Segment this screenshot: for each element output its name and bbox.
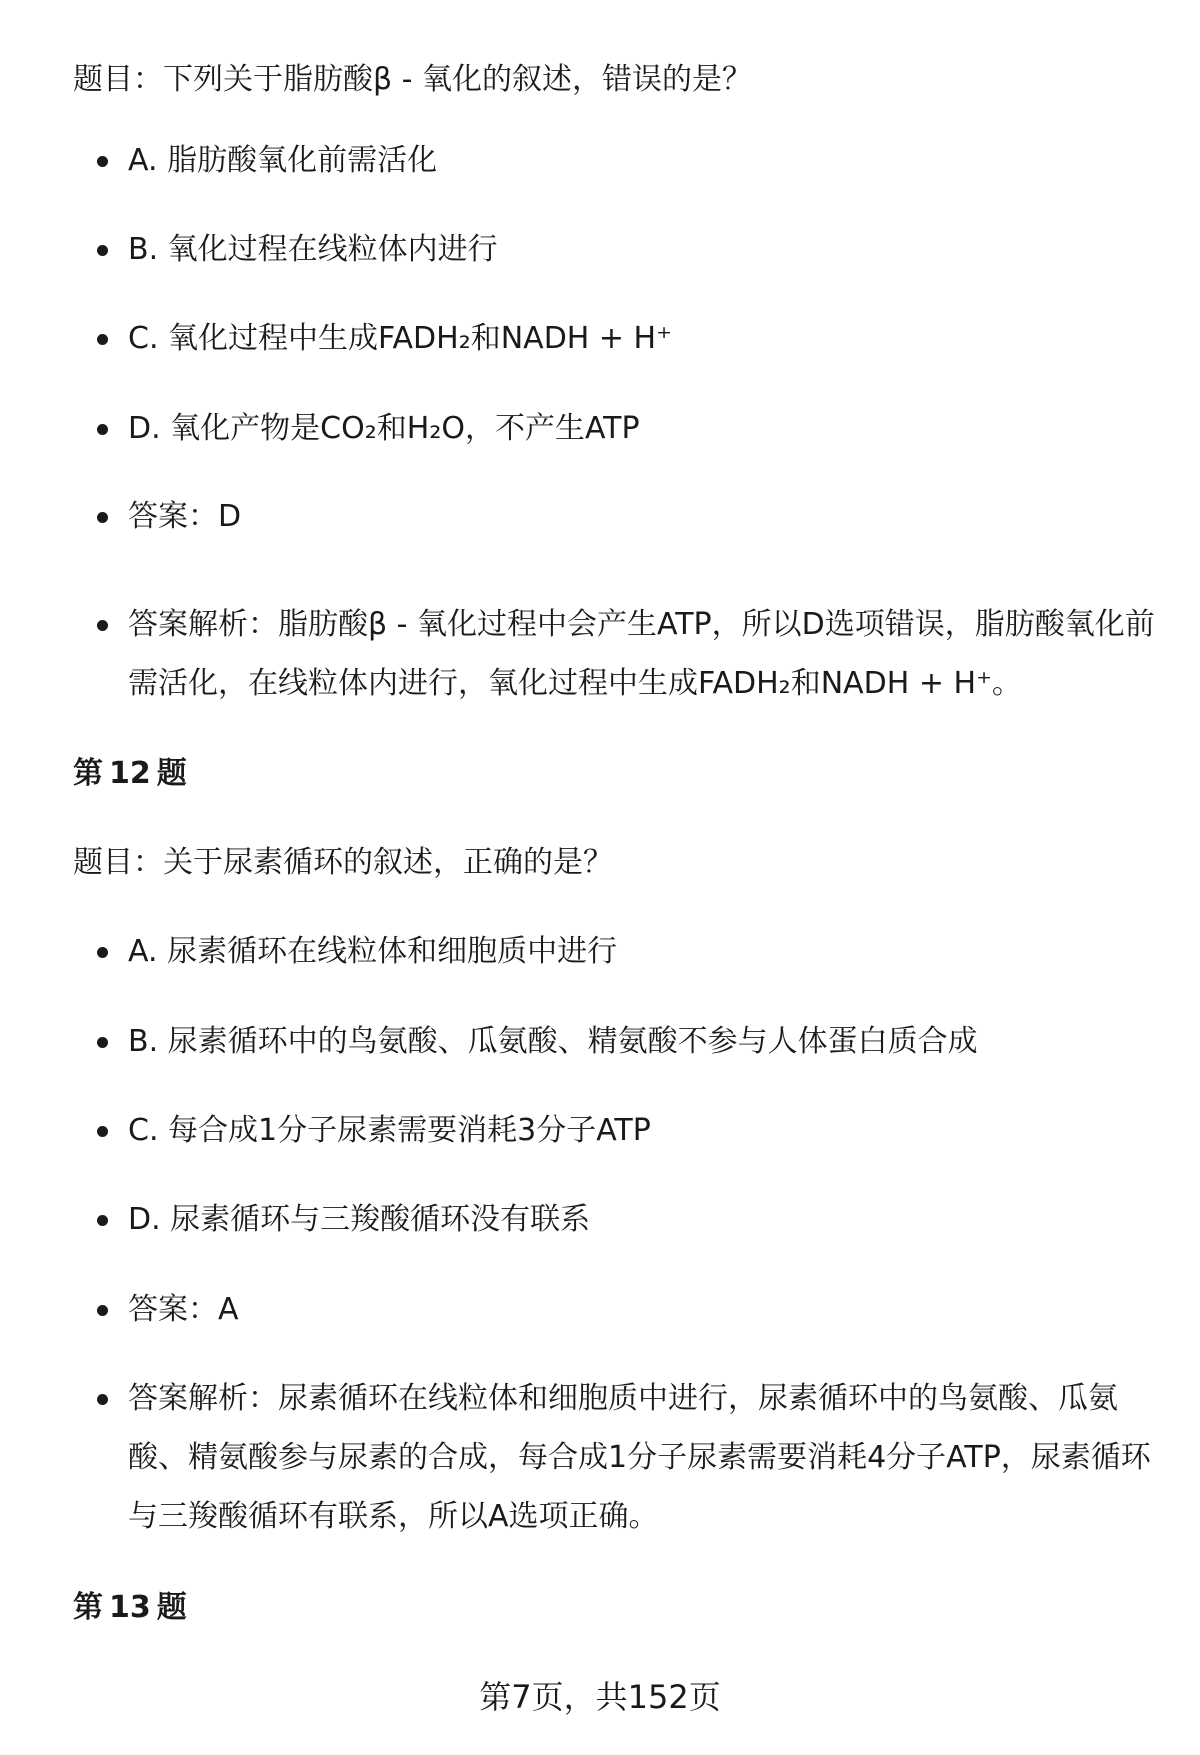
bullet-icon — [97, 334, 108, 345]
bullet-icon — [97, 1215, 108, 1226]
question-stem: 题目：关于尿素循环的叙述，正确的是？ — [73, 845, 613, 880]
bullet-icon — [97, 512, 108, 523]
heading-suffix: 题 — [156, 756, 187, 791]
bullet-icon — [97, 1037, 108, 1048]
question-number: 12 — [109, 756, 151, 791]
question-stem: 题目：下列关于脂肪酸β - 氧化的叙述，错误的是？ — [73, 62, 753, 97]
bullet-icon — [97, 1126, 108, 1137]
bullet-icon — [97, 245, 108, 256]
question-number: 13 — [109, 1590, 151, 1625]
option-c: C. 每合成1分子尿素需要消耗3分子ATP — [128, 1113, 651, 1148]
answer-explanation: 答案解析：尿素循环在线粒体和细胞质中进行，尿素循环中的鸟氨酸、瓜氨酸、精氨酸参与尿素的合成，每合成1分子尿素需要消耗4分子ATP，尿素循环与三羧酸循环有联系，所以A选项正确。 — [128, 1381, 1151, 1534]
bullet-icon — [97, 1305, 108, 1316]
heading-prefix: 第 — [73, 756, 103, 791]
bullet-icon — [97, 1394, 108, 1405]
question-heading — [73, 1588, 187, 1628]
answer: 答案：A — [128, 1292, 239, 1327]
heading-prefix: 第 — [73, 1590, 103, 1625]
bullet-icon — [97, 156, 108, 167]
option-d: D. 氧化产物是CO₂和H₂O，不产生ATP — [128, 411, 640, 446]
answer-explanation: 答案解析：脂肪酸β - 氧化过程中会产生ATP，所以D选项错误，脂肪酸氧化前需活化，在线粒体内进行，氧化过程中生成FADH₂和NADH + H⁺。 — [128, 607, 1155, 701]
question-heading — [73, 754, 187, 794]
bullet-icon — [97, 947, 108, 958]
option-c: C. 氧化过程中生成FADH₂和NADH + H⁺ — [128, 321, 672, 356]
option-b: B. 氧化过程在线粒体内进行 — [128, 232, 498, 267]
option-d: D. 尿素循环与三羧酸循环没有联系 — [128, 1202, 591, 1237]
answer: 答案：D — [128, 499, 242, 534]
page-number: 第7页，共152页 — [479, 1678, 721, 1716]
option-a: A. 脂肪酸氧化前需活化 — [128, 143, 438, 178]
bullet-icon — [97, 620, 108, 631]
option-a: A. 尿素循环在线粒体和细胞质中进行 — [128, 934, 618, 969]
option-b: B. 尿素循环中的鸟氨酸、瓜氨酸、精氨酸不参与人体蛋白质合成 — [128, 1024, 978, 1059]
heading-suffix: 题 — [156, 1590, 187, 1625]
bullet-icon — [97, 424, 108, 435]
